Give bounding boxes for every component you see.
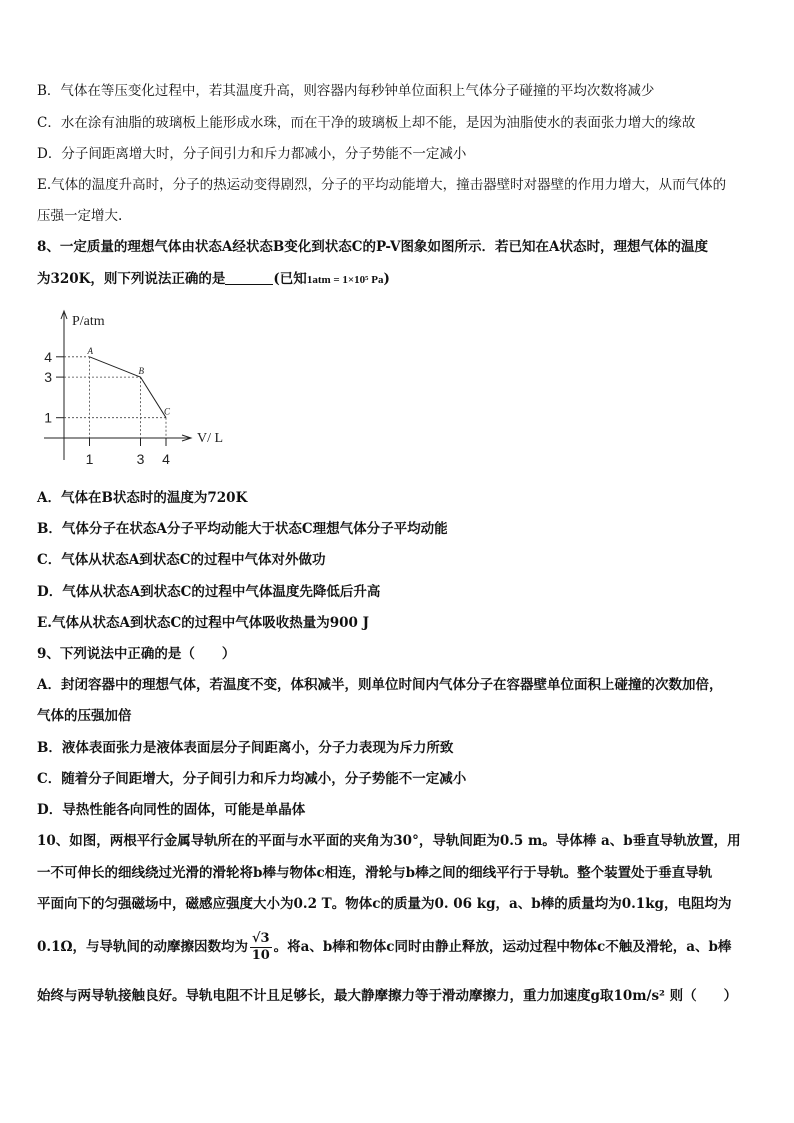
option-8a: A．气体在B状态时的温度为720K (37, 490, 248, 506)
x-tick-label: 4 (162, 451, 170, 465)
option-8c: C．气体从状态A到状态C的过程中气体对外做功 (37, 552, 326, 568)
question-8-stem-line2 (37, 270, 762, 289)
question-8-stem-line1: 8、一定质量的理想气体由状态A经状态B变化到状态C的P-V图象如图所示．若已知在A状态时，理想气体的温度 (37, 239, 709, 255)
option-9a-line2: 气体的压强加倍 (37, 708, 132, 724)
option-8b: B．气体分子在状态A分子平均动能大于状态C理想气体分子平均动能 (37, 521, 448, 537)
question-10-line1: 10、如图，两根平行金属导轨所在的平面与水平面的夹角为30°，导轨间距为0.5 m。导体棒 a、b垂直导轨放置，用 (37, 833, 741, 849)
y-tick-label: 1 (44, 409, 52, 426)
point-label-b: B (138, 366, 144, 377)
given-value: 1atm = 1×10⁵ Pa (306, 274, 384, 286)
question-10-line4-text: 0.1Ω，与导轨间的动摩擦因数均为 (37, 939, 249, 955)
given-suffix: ) (383, 271, 390, 287)
point-label-c: C (164, 406, 171, 417)
question-8-stem-text: 为320K，则下列说法正确的是 (37, 271, 226, 287)
option-8d: D．气体从状态A到状态C的过程中气体温度先降低后升高 (37, 584, 381, 600)
question-10-line3: 平面向下的匀强磁场中，磁感应强度大小为0.2 T。物体c的质量为0. 06 kg，a、b棒的质量均为0.1kg，电阻均为 (37, 896, 732, 912)
option-7e-line1: E.气体的温度升高时，分子的热运动变得剧烈，分子的平均动能增大，撞击器壁时对器壁的作用力增大，从而气体的 (37, 177, 727, 193)
option-9c: C．随着分子间距增大，分子间引力和斥力均减小，分子势能不一定减小 (37, 771, 467, 787)
question-10-line4 (37, 929, 762, 965)
fraction-sqrt3-over-10 (250, 931, 272, 964)
option-9a-line1: A．封闭容器中的理想气体，若温度不变，体积减半，则单位时间内气体分子在容器壁单位面积上碰撞的次数加倍， (37, 677, 723, 693)
given-prefix: (已知 (273, 271, 307, 287)
y-axis-label: P/atm (72, 314, 105, 329)
answer-blank (225, 272, 273, 285)
option-7d: D．分子间距离增大时，分子间引力和斥力都减小，分子势能不一定减小 (37, 146, 467, 162)
x-tick-label: 3 (136, 451, 145, 465)
y-tick-label: 4 (44, 348, 52, 365)
option-8e: E.气体从状态A到状态C的过程中气体吸收热量为900 J (37, 615, 369, 631)
x-axis-label: V/ L (197, 431, 224, 446)
option-9b: B．液体表面张力是液体表面层分子间距离小，分子力表现为斥力所致 (37, 740, 454, 756)
question-10-line2: 一不可伸长的细线绕过光滑的滑轮将b棒与物体c相连，滑轮与b棒之间的细线平行于导轨。整个装置处于垂直导轨 (37, 865, 713, 881)
point-label-a: A (87, 345, 93, 356)
fraction-denominator: 10 (251, 948, 270, 963)
option-7e-line2: 压强一定增大. (37, 208, 123, 224)
question-10-line5: 始终与两导轨接触良好。导轨电阻不计且足够长，最大静摩擦力等于滑动摩擦力，重力加速度g取10m/s² 则（ ） (37, 988, 738, 1004)
y-tick-label: 3 (44, 369, 52, 386)
process-line (90, 357, 167, 418)
option-9d: D．导热性能各向同性的固体，可能是单晶体 (37, 802, 306, 818)
question-9-stem: 9、下列说法中正确的是（ ） (37, 646, 236, 662)
fraction-numerator: √3 (252, 931, 270, 946)
question-10-line4-rest: 。将a、b棒和物体c同时由静止释放，运动过程中物体c不触及滑轮，a、b棒 (273, 939, 732, 955)
option-7c: C．水在涂有油脂的玻璃板上能形成水珠，而在干净的玻璃板上却不能，是因为油脂使水的表面张力增大的缘故 (37, 115, 696, 131)
pv-graph (40, 305, 240, 465)
x-tick-label: 1 (85, 451, 94, 465)
option-7b: B．气体在等压变化过程中，若其温度升高，则容器内每秒钟单位面积上气体分子碰撞的平均次数将减少 (37, 83, 655, 99)
